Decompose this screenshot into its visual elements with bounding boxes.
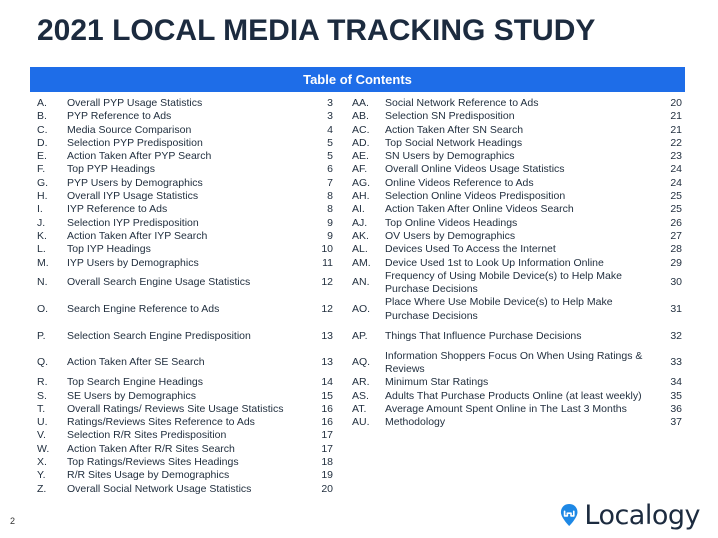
toc-label: Search Engine Reference to Ads — [67, 303, 220, 316]
toc-letter: P. — [37, 329, 46, 342]
logo-wordmark: Localogy — [584, 499, 700, 531]
toc-label: Selection Search Engine Predisposition — [67, 329, 251, 342]
toc-label: SE Users by Demographics — [67, 389, 196, 402]
toc-letter: AJ. — [352, 216, 368, 229]
toc-letter: E. — [37, 150, 47, 163]
toc-row[interactable] — [352, 124, 682, 137]
toc-label: Overall Search Engine Usage Statistics — [67, 276, 251, 289]
toc-letter: S. — [37, 389, 47, 402]
toc-label: Overall Ratings/ Reviews Site Usage Statistics — [67, 402, 284, 415]
toc-label: Selection R/R Sites Predisposition — [67, 429, 227, 442]
toc-page: 25 — [670, 190, 682, 203]
toc-letter: J. — [37, 216, 46, 229]
toc-letter: K. — [37, 229, 47, 242]
toc-row[interactable] — [37, 416, 333, 429]
toc-label: OV Users by Demographics — [385, 229, 516, 242]
toc-row[interactable] — [37, 296, 333, 323]
toc-row[interactable] — [352, 177, 682, 190]
toc-letter: A. — [37, 97, 47, 109]
toc-label: Information Shoppers Focus On When Using Ratings & Reviews — [385, 349, 643, 375]
toc-row[interactable] — [352, 97, 682, 110]
toc-letter: C. — [37, 123, 48, 136]
toc-page: 3 — [327, 97, 333, 109]
toc-row[interactable] — [37, 243, 333, 256]
toc-label: PYP Reference to Ads — [67, 110, 172, 123]
toc-label: Selection SN Predisposition — [385, 110, 515, 123]
toc-page: 24 — [670, 176, 682, 189]
toc-label: Average Amount Spent Online in The Last 3 Months — [385, 402, 627, 415]
toc-row[interactable] — [37, 110, 333, 123]
toc-letter: AD. — [352, 136, 370, 149]
toc-page: 7 — [327, 176, 333, 189]
toc-letter: AT. — [352, 402, 367, 415]
toc-label: Minimum Star Ratings — [385, 376, 489, 389]
toc-label: Things That Influence Purchase Decisions — [385, 329, 582, 342]
toc-label: Device Used 1st to Look Up Information Online — [385, 256, 604, 269]
toc-letter: AK. — [352, 229, 369, 242]
toc-label: Action Taken After SN Search — [385, 123, 524, 136]
toc-row[interactable] — [352, 203, 682, 216]
toc-row[interactable] — [37, 443, 333, 456]
toc-page: 12 — [321, 303, 333, 316]
toc-label: Media Source Comparison — [67, 123, 192, 136]
toc-page: 9 — [327, 229, 333, 242]
toc-row[interactable] — [37, 429, 333, 442]
toc-page: 34 — [670, 376, 682, 389]
toc-row[interactable] — [37, 469, 333, 482]
toc-label: PYP Users by Demographics — [67, 176, 203, 189]
toc-row[interactable] — [352, 137, 682, 150]
toc-row[interactable] — [352, 150, 682, 163]
toc-label: Methodology — [385, 416, 446, 429]
toc-page: 13 — [321, 329, 333, 342]
toc-row[interactable] — [37, 163, 333, 176]
toc-page: 5 — [327, 136, 333, 149]
toc-letter: R. — [37, 376, 48, 389]
toc-row[interactable] — [352, 350, 682, 377]
toc-letter: X. — [37, 456, 47, 469]
toc-letter: Z. — [37, 482, 47, 495]
toc-page: 27 — [670, 229, 682, 242]
toc-page: 29 — [670, 256, 682, 269]
toc-row[interactable] — [352, 257, 682, 270]
toc-label: Overall PYP Usage Statistics — [67, 97, 203, 109]
toc-label: Top IYP Headings — [67, 243, 151, 256]
toc-letter: AL. — [352, 243, 368, 256]
toc-row[interactable] — [37, 137, 333, 150]
toc-letter: AQ. — [352, 356, 371, 369]
toc-page: 5 — [327, 150, 333, 163]
toc-letter: L. — [37, 243, 46, 256]
toc-page: 16 — [321, 402, 333, 415]
toc-page: 12 — [321, 276, 333, 289]
toc-row[interactable] — [352, 270, 682, 297]
toc-row[interactable] — [352, 390, 682, 403]
toc-page: 25 — [670, 203, 682, 216]
toc-label: Action Taken After IYP Search — [67, 229, 208, 242]
toc-page: 36 — [670, 402, 682, 415]
toc-heading: Table of Contents — [303, 72, 412, 87]
toc-page: 14 — [321, 376, 333, 389]
toc-letter: AC. — [352, 123, 370, 136]
toc-row[interactable] — [352, 243, 682, 256]
toc-row[interactable] — [37, 97, 333, 110]
toc-row[interactable] — [37, 376, 333, 389]
toc-letter: M. — [37, 256, 49, 269]
toc-page: 11 — [322, 256, 333, 269]
toc-letter: G. — [37, 176, 49, 189]
toc-page: 10 — [321, 243, 333, 256]
toc-label: Selection Online Videos Predisposition — [385, 190, 566, 203]
toc-row[interactable] — [352, 403, 682, 416]
toc-row[interactable] — [352, 217, 682, 230]
toc-row[interactable] — [352, 376, 682, 389]
toc-label: Overall IYP Usage Statistics — [67, 190, 199, 203]
toc-label: Top Online Videos Headings — [385, 216, 518, 229]
toc-letter: H. — [37, 190, 48, 203]
toc-letter: U. — [37, 416, 48, 429]
toc-page: 9 — [327, 216, 333, 229]
toc-letter: W. — [37, 442, 50, 455]
page-title: 2021 LOCAL MEDIA TRACKING STUDY — [37, 14, 596, 47]
toc-letter: AO. — [352, 303, 371, 316]
toc-label: Selection IYP Predisposition — [67, 216, 199, 229]
toc-letter: AM. — [352, 256, 371, 269]
map-pin-icon — [560, 502, 578, 528]
toc-letter: AG. — [352, 176, 371, 189]
toc-row[interactable] — [352, 230, 682, 243]
toc-label: SN Users by Demographics — [385, 150, 515, 163]
toc-letter: I. — [37, 203, 43, 216]
toc-letter: Y. — [37, 469, 46, 482]
toc-page: 19 — [321, 469, 333, 482]
toc-letter: V. — [37, 429, 46, 442]
toc-page: 31 — [670, 303, 682, 316]
toc-letter: AR. — [352, 376, 370, 389]
toc-page: 22 — [670, 136, 682, 149]
toc-row[interactable] — [352, 416, 682, 429]
toc-label: Frequency of Using Mobile Device(s) to Help Make Purchase Decisions — [385, 269, 622, 296]
toc-page: 3 — [327, 110, 333, 123]
toc-row[interactable] — [352, 323, 682, 350]
toc-label: Top Search Engine Headings — [67, 376, 204, 389]
toc-letter: AH. — [352, 190, 370, 203]
toc-letter: AU. — [352, 416, 370, 429]
toc-page: 26 — [670, 216, 682, 229]
toc-letter: AP. — [352, 329, 368, 342]
toc-letter: AN. — [352, 276, 370, 289]
toc-row[interactable] — [37, 390, 333, 403]
toc-label: Ratings/Reviews Sites Reference to Ads — [67, 416, 255, 429]
toc-letter: AI. — [352, 203, 365, 216]
toc-label: Overall Online Videos Usage Statistics — [385, 163, 565, 176]
toc-letter: AS. — [352, 389, 369, 402]
toc-page: 33 — [670, 356, 682, 369]
toc-row[interactable] — [37, 350, 333, 377]
toc-page: 20 — [321, 482, 333, 495]
toc-page: 21 — [670, 123, 682, 136]
toc-row[interactable] — [37, 217, 333, 230]
toc-heading-bar — [30, 67, 685, 92]
toc-letter: AB. — [352, 110, 369, 123]
toc-row[interactable] — [37, 150, 333, 163]
toc-letter: F. — [37, 163, 46, 176]
toc-letter: AF. — [352, 163, 368, 176]
toc-page: 13 — [321, 356, 333, 369]
toc-label: Action Taken After Online Videos Search — [385, 203, 574, 216]
toc-label: Overall Social Network Usage Statistics — [67, 482, 252, 495]
toc-row[interactable] — [37, 124, 333, 137]
toc-page: 6 — [327, 163, 333, 176]
toc-row[interactable] — [37, 230, 333, 243]
toc-row[interactable] — [37, 190, 333, 203]
toc-page: 32 — [670, 329, 682, 342]
toc-letter: T. — [37, 402, 46, 415]
toc-label: IYP Reference to Ads — [67, 203, 168, 216]
toc-label: Top Ratings/Reviews Sites Headings — [67, 456, 239, 469]
toc-label: Online Videos Reference to Ads — [385, 176, 534, 189]
toc-label: IYP Users by Demographics — [67, 256, 199, 269]
toc-page: 4 — [327, 123, 333, 136]
toc-letter: AA. — [352, 97, 369, 109]
toc-row[interactable] — [352, 296, 682, 323]
toc-label: Devices Used To Access the Internet — [385, 243, 556, 256]
toc-row[interactable] — [37, 403, 333, 416]
toc-page: 37 — [670, 416, 682, 429]
toc-row[interactable] — [37, 323, 333, 350]
toc-label: Action Taken After SE Search — [67, 356, 205, 369]
toc-label: R/R Sites Usage by Demographics — [67, 469, 230, 482]
toc-letter: B. — [37, 110, 47, 123]
toc-letter: AE. — [352, 150, 369, 163]
toc-row[interactable] — [37, 270, 333, 297]
toc-label: Place Where Use Mobile Device(s) to Help Make Purchase Decisions — [385, 296, 613, 322]
toc-page: 8 — [327, 190, 333, 203]
toc-row[interactable] — [352, 190, 682, 203]
toc-letter: Q. — [37, 356, 49, 369]
toc-page: 21 — [670, 110, 682, 123]
toc-label: Selection PYP Predisposition — [67, 136, 203, 149]
toc-page: 17 — [321, 429, 333, 442]
toc-left-column — [37, 97, 333, 496]
toc-page: 8 — [327, 203, 333, 216]
toc-page: 17 — [321, 442, 333, 455]
toc-row[interactable] — [37, 177, 333, 190]
toc-row[interactable] — [37, 483, 333, 496]
toc-page: 28 — [670, 243, 682, 256]
toc-letter: N. — [37, 276, 48, 289]
toc-page: 35 — [670, 389, 682, 402]
toc-page: 15 — [321, 389, 333, 402]
toc-row[interactable] — [352, 110, 682, 123]
localogy-logo — [560, 498, 700, 532]
toc-row[interactable] — [352, 163, 682, 176]
toc-page: 23 — [670, 150, 682, 163]
toc-row[interactable] — [37, 456, 333, 469]
toc-letter: D. — [37, 136, 48, 149]
toc-page: 24 — [670, 163, 682, 176]
toc-page: 18 — [321, 456, 333, 469]
toc-row[interactable] — [37, 257, 333, 270]
toc-label: Action Taken After R/R Sites Search — [67, 442, 235, 455]
toc-row[interactable] — [37, 203, 333, 216]
toc-label: Adults That Purchase Products Online (at least weekly) — [385, 389, 642, 402]
toc-right-column — [352, 97, 682, 429]
toc-page: 20 — [670, 97, 682, 109]
toc-label: Action Taken After PYP Search — [67, 150, 212, 163]
toc-page: 30 — [670, 276, 682, 289]
toc-label: Top Social Network Headings — [385, 136, 523, 149]
toc-page: 16 — [321, 416, 333, 429]
toc-letter: O. — [37, 303, 49, 316]
slide-number: 2 — [10, 516, 16, 526]
toc-label: Top PYP Headings — [67, 163, 155, 176]
toc-label: Social Network Reference to Ads — [385, 97, 539, 109]
